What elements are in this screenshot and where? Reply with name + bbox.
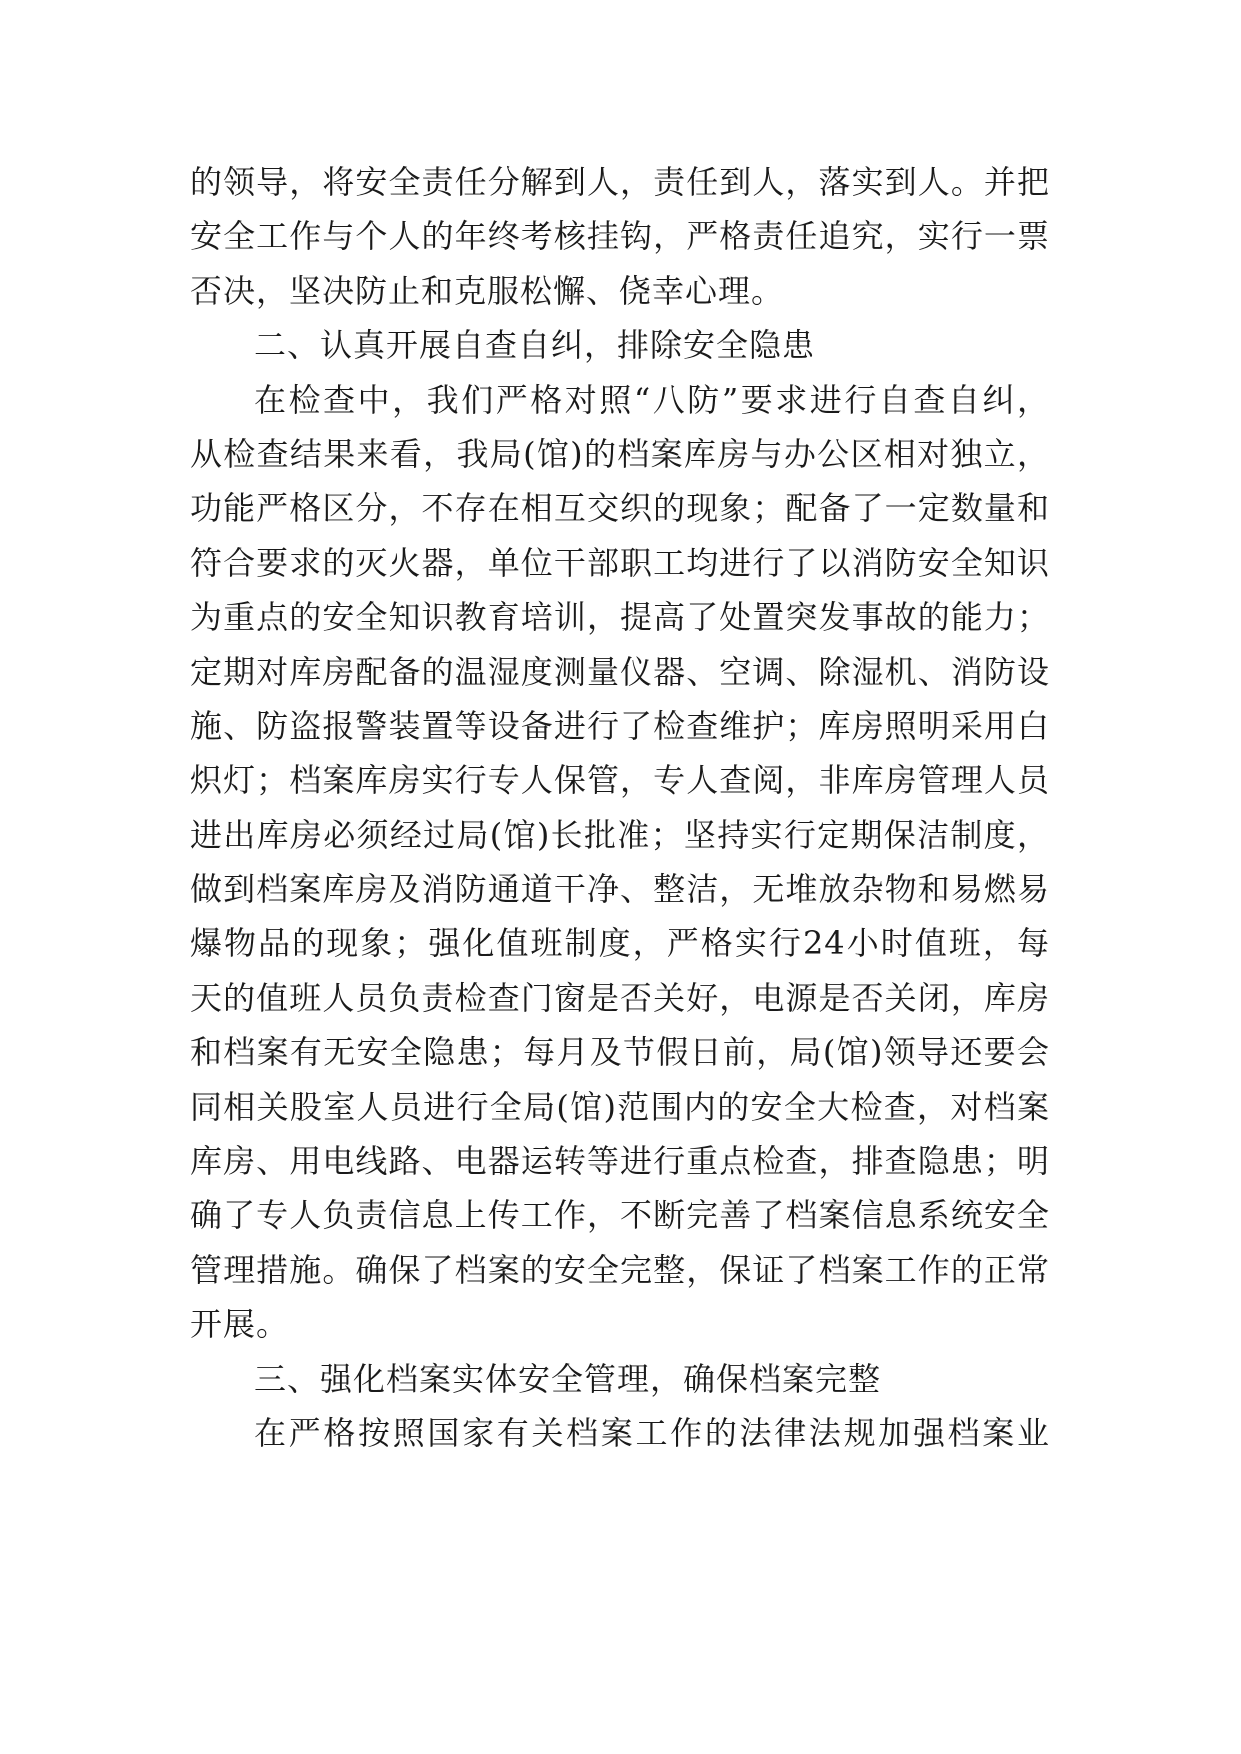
text-line: 炽灯；档案库房实行专人保管，专人查阅，非库房管理人员 <box>190 761 1050 800</box>
text-line: 定期对库房配备的温湿度测量仪器、空调、除湿机、消防设 <box>190 652 1050 691</box>
text-line: 做到档案库房及消防通道干净、整洁，无堆放杂物和易燃易 <box>190 870 1050 909</box>
paragraph-first-line: 在检查中，我们严格对照“八防”要求进行自查自纠， <box>254 380 1050 419</box>
document-body <box>190 155 1050 1460</box>
section-heading: 三、强化档案实体安全管理，确保档案完整 <box>254 1359 882 1398</box>
text-line: 的领导，将安全责任分解到人，责任到人，落实到人。并把 <box>190 163 1050 201</box>
paragraph-first-line: 在严格按照国家有关档案工作的法律法规加强档案业 <box>254 1413 1050 1452</box>
text-line: 天的值班人员负责检查门窗是否关好，电源是否关闭，库房 <box>190 978 1050 1017</box>
text-line: 安全工作与个人的年终考核挂钩，严格责任追究，实行一票 <box>190 217 1050 256</box>
text-line: 从检查结果来看，我局(馆)的档案库房与办公区相对独立， <box>190 434 1050 473</box>
text-line: 开展。 <box>190 1305 290 1344</box>
text-line: 库房、用电线路、电器运转等进行重点检查，排查隐患；明 <box>190 1142 1050 1181</box>
text-line: 管理措施。确保了档案的安全完整，保证了档案工作的正常 <box>190 1250 1050 1289</box>
text-line: 和档案有无安全隐患；每月及节假日前，局(馆)领导还要会 <box>190 1033 1050 1072</box>
text-line: 符合要求的灭火器，单位干部职工均进行了以消防安全知识 <box>190 543 1050 582</box>
text-line: 进出库房必须经过局(馆)长批准；坚持实行定期保洁制度， <box>190 815 1050 854</box>
text-line: 确了专人负责信息上传工作，不断完善了档案信息系统安全 <box>190 1196 1050 1235</box>
text-line: 爆物品的现象；强化值班制度，严格实行24小时值班，每 <box>190 924 1050 963</box>
text-line: 功能严格区分，不存在相互交织的现象；配备了一定数量和 <box>190 489 1050 528</box>
text-line: 否决，坚决防止和克服松懈、侥幸心理。 <box>190 271 785 310</box>
text-line: 同相关股室人员进行全局(馆)范围内的安全大检查，对档案 <box>190 1087 1050 1126</box>
section-heading: 二、认真开展自查自纠，排除安全隐患 <box>254 326 816 365</box>
text-line: 施、防盗报警装置等设备进行了检查维护；库房照明采用白 <box>190 706 1050 745</box>
text-line: 为重点的安全知识教育培训，提高了处置突发事故的能力； <box>190 598 1050 637</box>
